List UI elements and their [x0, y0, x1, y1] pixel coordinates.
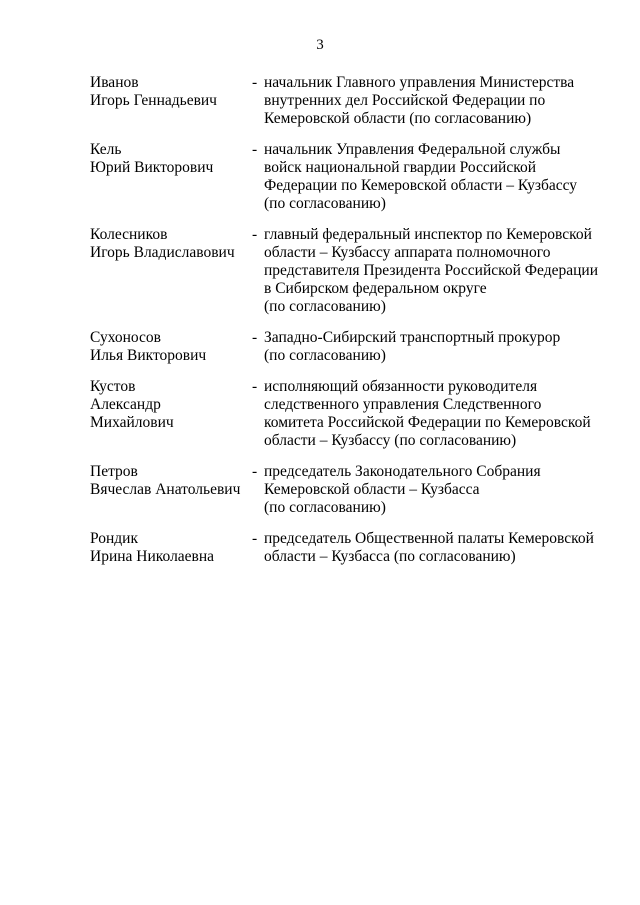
- position-line: председатель Законодательного Собрания: [264, 463, 541, 480]
- list-item: [90, 530, 610, 566]
- name-line: Александр: [90, 396, 161, 413]
- name-line: Михайлович: [90, 414, 174, 431]
- name-line: Юрий Викторович: [90, 159, 214, 176]
- name-line: Иванов: [90, 74, 139, 91]
- position-line: исполняющий обязанности руководителя: [264, 378, 538, 395]
- position-line: (по согласованию): [264, 499, 386, 516]
- person-position: [264, 226, 610, 316]
- dash-separator: -: [252, 329, 258, 346]
- dash-separator: -: [252, 226, 258, 243]
- person-name: [90, 378, 252, 432]
- name-line: Рондик: [90, 530, 138, 547]
- name-line: Сухоносов: [90, 329, 161, 346]
- position-line: главный федеральный инспектор по Кемеровской: [264, 226, 592, 243]
- position-line: представителя Президента Российской Федерации: [264, 262, 599, 279]
- position-line: (по согласованию): [264, 195, 386, 212]
- position-line: (по согласованию): [264, 298, 386, 315]
- name-line: Кустов: [90, 378, 136, 395]
- position-line: области – Кузбассу (по согласованию): [264, 432, 517, 449]
- position-line: в Сибирском федеральном округе: [264, 280, 487, 297]
- dash-separator: -: [252, 74, 258, 91]
- position-line: Федерации по Кемеровской области – Кузбассу: [264, 177, 578, 194]
- position-line: Западно-Сибирский транспортный прокурор: [264, 329, 561, 346]
- list-item: [90, 378, 610, 450]
- person-position: [264, 530, 610, 566]
- page-number: 3: [316, 37, 324, 53]
- person-name: [90, 74, 252, 110]
- position-line: Кемеровской области – Кузбасса: [264, 481, 480, 498]
- list-item: [90, 226, 610, 316]
- position-line: внутренних дел Российской Федерации по: [264, 92, 546, 109]
- name-line: Игорь Владиславович: [90, 244, 235, 261]
- position-line: начальник Главного управления Министерства: [264, 74, 575, 91]
- position-line: начальник Управления Федеральной службы: [264, 141, 561, 158]
- name-line: Кель: [90, 141, 122, 158]
- name-line: Илья Викторович: [90, 347, 207, 364]
- position-line: Кемеровской области (по согласованию): [264, 110, 532, 127]
- name-line: Ирина Николаевна: [90, 548, 215, 565]
- person-name: [90, 530, 252, 566]
- person-name: [90, 226, 252, 262]
- person-position: [264, 329, 610, 365]
- name-line: Игорь Геннадьевич: [90, 92, 217, 109]
- dash-separator: -: [252, 141, 258, 158]
- position-line: (по согласованию): [264, 347, 386, 364]
- position-line: комитета Российской Федерации по Кемеровской: [264, 414, 591, 431]
- list-item: [90, 141, 610, 213]
- position-line: области – Кузбассу аппарата полномочного: [264, 244, 551, 261]
- position-line: области – Кузбасса (по согласованию): [264, 548, 516, 565]
- person-position: [264, 378, 610, 450]
- list-item: [90, 329, 610, 365]
- person-position: [264, 141, 610, 213]
- person-name: [90, 141, 252, 177]
- position-line: войск национальной гвардии Российской: [264, 159, 537, 176]
- position-line: председатель Общественной палаты Кемеровской: [264, 530, 594, 547]
- name-line: Петров: [90, 463, 138, 480]
- dash-separator: -: [252, 463, 258, 480]
- name-line: Колесников: [90, 226, 168, 243]
- list-item: [90, 463, 610, 517]
- person-position: [264, 463, 610, 517]
- list-item: [90, 74, 610, 128]
- position-line: следственного управления Следственного: [264, 396, 542, 413]
- dash-separator: -: [252, 530, 258, 547]
- person-position: [264, 74, 610, 128]
- name-line: Вячеслав Анатольевич: [90, 481, 241, 498]
- person-name: [90, 329, 252, 365]
- member-list: [90, 74, 610, 566]
- person-name: [90, 463, 252, 499]
- dash-separator: -: [252, 378, 258, 395]
